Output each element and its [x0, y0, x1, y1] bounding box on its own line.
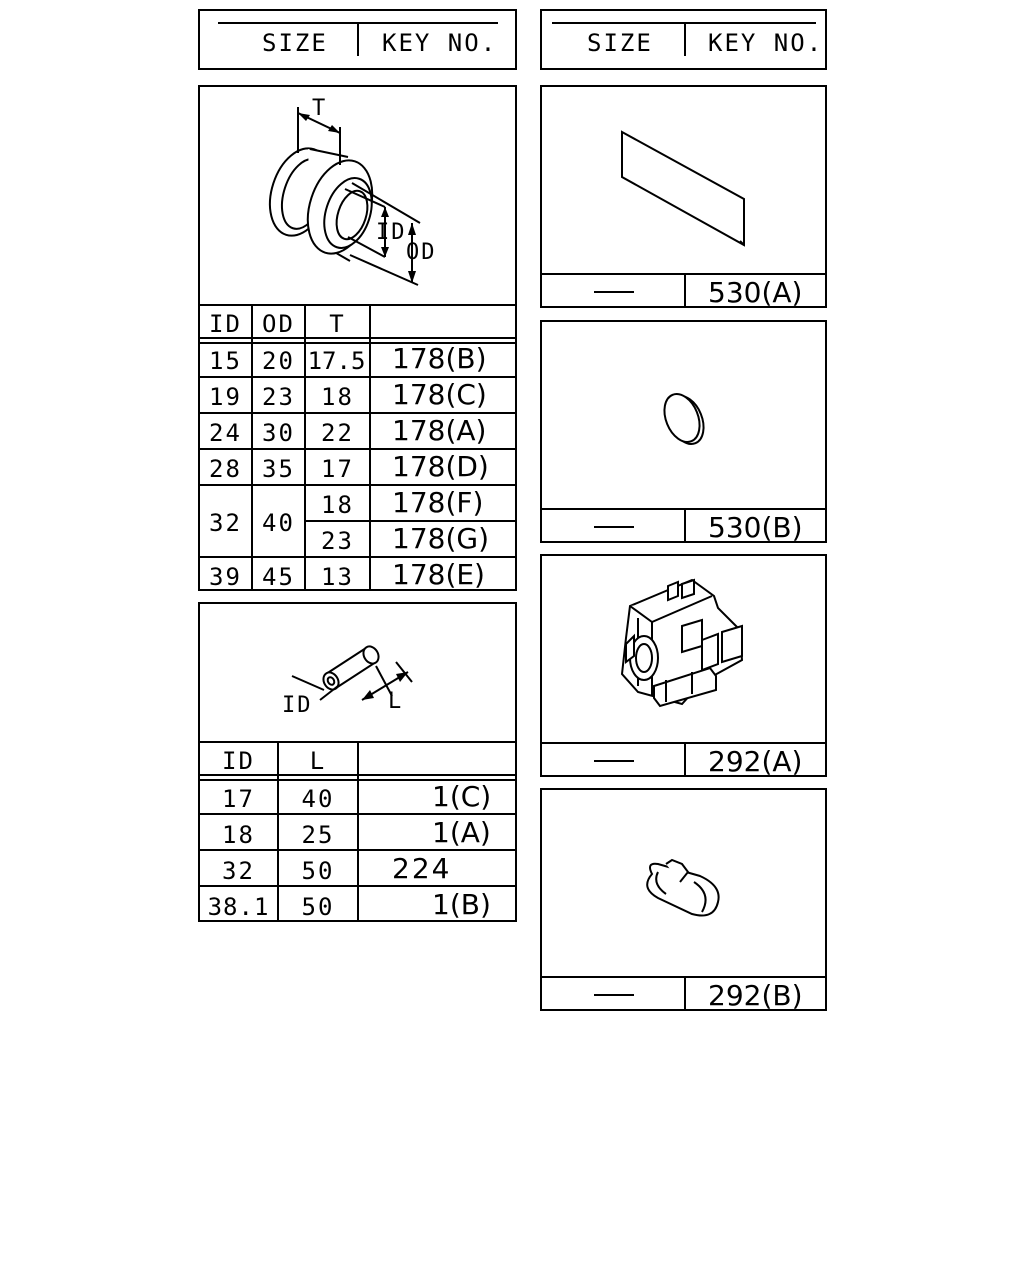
key-number: 1(A) [432, 816, 491, 849]
dim-id-label: ID [376, 220, 407, 245]
col-header-t: T [329, 310, 346, 338]
key-number: 178(G) [392, 522, 489, 555]
table-cell: 17 [321, 455, 354, 483]
table-cell: 28 [209, 455, 242, 483]
col-header-od: OD [262, 310, 295, 338]
header-key-label: KEY NO. [708, 29, 824, 57]
header-size-label: SIZE [587, 29, 653, 57]
key-number: 292(B) [708, 979, 803, 1012]
table-cell: 18 [321, 491, 354, 519]
header-size-label: SIZE [262, 29, 328, 57]
tube-panel [198, 602, 517, 922]
table-cell: 23 [262, 383, 295, 411]
table-cell: 17 [222, 785, 255, 813]
key-number: 178(E) [392, 558, 485, 591]
left-header [198, 9, 517, 70]
key-number: 530(A) [708, 276, 803, 309]
key-number: 178(C) [392, 378, 487, 411]
tape-drawing [542, 87, 829, 273]
table-cell: 50 [301, 857, 335, 885]
key-number: 178(B) [392, 342, 487, 375]
key-number: 530(B) [708, 511, 803, 544]
dim-od-label: OD [406, 240, 437, 265]
table-cell: 20 [262, 347, 295, 375]
disc-drawing [542, 322, 829, 508]
key-number: 224 [392, 852, 452, 885]
table-cell: 18 [222, 821, 255, 849]
part-panel-disc [540, 320, 827, 543]
table-cell: 39 [209, 563, 242, 591]
table-cell: 38.1 [207, 893, 270, 921]
part-panel-tape [540, 85, 827, 308]
dim-id-label: ID [282, 693, 313, 718]
key-number: 1(B) [432, 888, 491, 921]
key-number: 178(F) [392, 486, 484, 519]
tube-drawing [200, 604, 519, 744]
col-header-l: L [309, 747, 327, 775]
table-cell: 18 [321, 383, 354, 411]
table-cell: 19 [209, 383, 242, 411]
table-cell: 23 [321, 527, 354, 555]
key-number: 178(D) [392, 450, 489, 483]
clip-drawing [542, 790, 829, 976]
table-cell: 13 [321, 563, 354, 591]
col-header-id: ID [222, 747, 255, 775]
part-panel-connector [540, 554, 827, 777]
key-number: 292(A) [708, 745, 803, 778]
grommet-drawing [200, 87, 519, 305]
table-cell: 32 [209, 509, 242, 537]
table-cell: 24 [209, 419, 242, 447]
key-number: 178(A) [392, 414, 487, 447]
table-cell: 22 [321, 419, 354, 447]
key-number: 1(C) [432, 780, 492, 813]
table-cell: 50 [301, 893, 335, 921]
connector-drawing [542, 556, 829, 742]
table-cell: 25 [301, 821, 335, 849]
table-cell: 35 [262, 455, 295, 483]
table-cell: 30 [262, 419, 295, 447]
table-cell: 40 [301, 785, 335, 813]
table-cell: 15 [209, 347, 242, 375]
header-key-label: KEY NO. [382, 29, 498, 57]
col-header-id: ID [209, 310, 242, 338]
grommet-panel [198, 85, 517, 591]
table-cell: 45 [262, 563, 295, 591]
dim-t-label: T [312, 96, 326, 121]
part-panel-clip [540, 788, 827, 1011]
table-cell: 17.5 [307, 347, 366, 375]
table-cell: 40 [262, 509, 295, 537]
table-cell: 32 [222, 857, 255, 885]
dim-l-label: L [388, 689, 402, 714]
right-header [540, 9, 827, 70]
